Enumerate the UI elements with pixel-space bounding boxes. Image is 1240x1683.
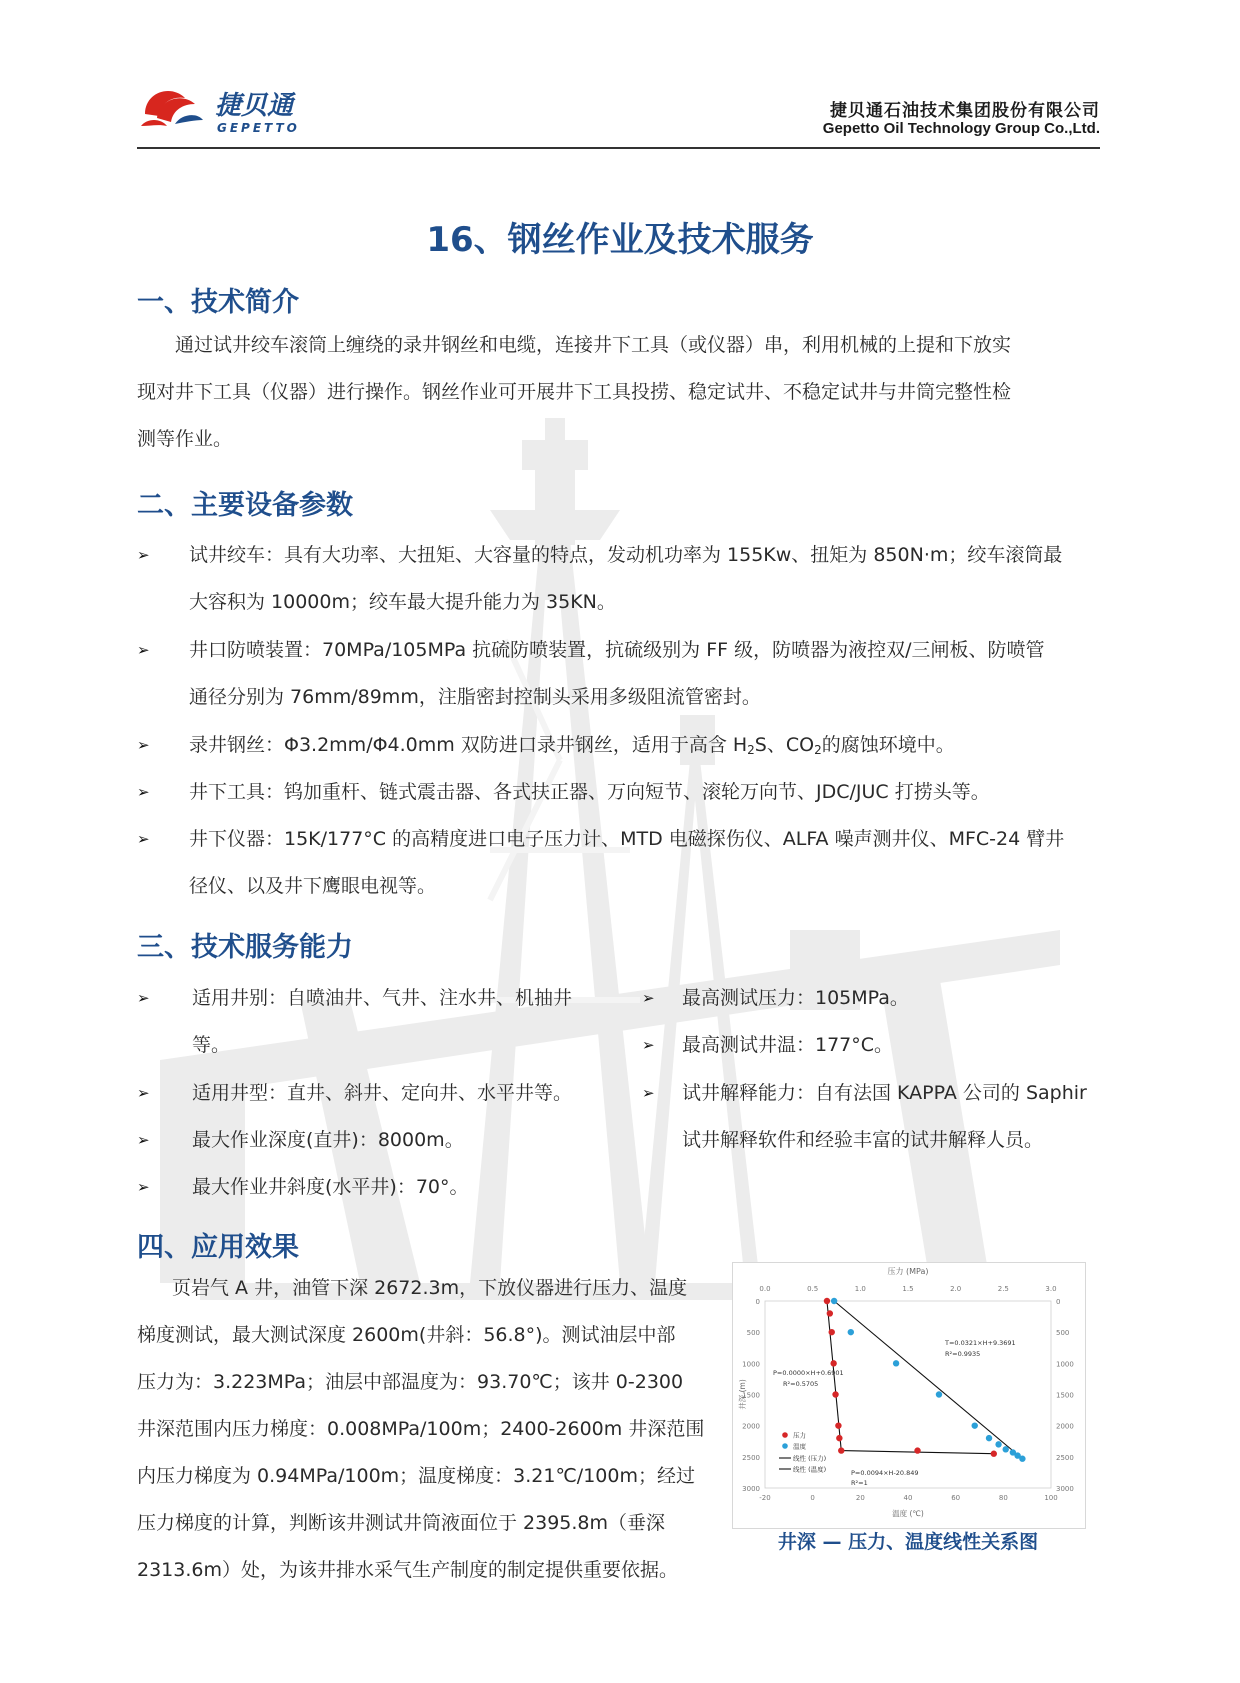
y-right-tick-label: 1500 [1056,1391,1074,1400]
section-4-line: 2313.6m）处，为该井排水采气生产制度的制定提供重要依据。 [137,1559,678,1581]
chart-caption: 井深 — 压力、温度线性关系图 [777,1531,1039,1553]
gepetto-logo [137,78,327,138]
section-2-title: 二、主要设备参数 [137,490,353,521]
legend-pressure-marker [782,1432,788,1438]
section-4-line: 压力梯度的计算，判断该井测试井筒液面位于 2395.8m（垂深 [137,1512,666,1534]
temperature-trend-line [834,1301,1022,1459]
temperature-point [831,1298,837,1304]
annotation-temp-eq: T=0.0321×H+9.3691 [945,1339,1016,1347]
bullet-arrow-icon: ➢ [642,1036,655,1054]
depth-pressure-temperature-chart [733,1263,1085,1528]
x-top-tick-label: 0.5 [807,1285,819,1293]
x-bottom-tick-label: 40 [903,1494,913,1502]
section-4-line: 内压力梯度为 0.94MPa/100m；温度梯度：3.21℃/100m；经过 [137,1465,695,1487]
annotation-pres-r2-1: R²=0.5705 [783,1380,819,1388]
temperature-point [936,1391,942,1397]
section-3-title: 三、技术服务能力 [137,932,353,963]
list-item-line: 井下工具：钨加重杆、链式震击器、各式扶正器、万向短节、滚轮万向节、JDC/JUC 打捞头等。 [189,781,990,803]
legend-temperature-trend-label: 线性 (温度) [793,1465,827,1474]
logo-cn-text: 捷贝通 [215,91,294,121]
y-right-tick-label: 500 [1056,1329,1070,1338]
temperature-point [893,1360,899,1366]
pressure-point [836,1435,842,1441]
annotation-pres-r2-2: R²=1 [851,1479,868,1487]
list-item-line: 适用井别：自喷油井、气井、注水井、机抽井 [192,987,573,1009]
list-item-line: 通径分别为 76mm/89mm，注脂密封控制头采用多级阻流管密封。 [189,686,761,708]
pressure-point [824,1298,830,1304]
y-tick-label: 500 [746,1329,760,1338]
section-4-title: 四、应用效果 [137,1232,299,1263]
company-name-cn: 捷贝通石油技术集团股份有限公司 [830,101,1100,121]
x-bottom-tick-label: 80 [998,1494,1008,1502]
page-title: 16、钢丝作业及技术服务 [426,220,814,260]
section-1-line: 测等作业。 [137,428,233,450]
section-4-line: 井深范围内压力梯度：0.008MPa/100m；2400-2600m 井深范围 [137,1418,705,1440]
x-top-tick-label: 3.0 [1045,1285,1057,1293]
y-tick-label: 1000 [742,1360,760,1369]
y-tick-label: 3000 [742,1485,760,1493]
list-item-line: 井下仪器：15K/177°C 的高精度进口电子压力计、MTD 电磁探伤仪、ALFA 噪声测井仪、MFC-24 臂井 [189,828,1065,850]
list-item-line: 试井解释能力：自有法国 KAPPA 公司的 Saphir [682,1082,1087,1104]
chart-container [732,1262,1086,1529]
x-axis-label: 温度 (℃) [892,1509,924,1518]
x-bottom-tick-label: 0 [810,1494,815,1502]
section-1-body [137,322,1100,463]
bullet-arrow-icon: ➢ [137,830,150,848]
list-item-line: 最大作业深度(直井)：8000m。 [192,1129,464,1151]
temperature-point [972,1422,978,1428]
list-item-line: 等。 [192,1034,231,1056]
bullet-arrow-icon: ➢ [137,546,150,564]
y-right-tick-label: 0 [1056,1298,1061,1306]
legend-pressure-label: 压力 [793,1431,806,1440]
pressure-point [829,1329,835,1335]
list-item-line: 径仪、以及井下鹰眼电视等。 [189,875,437,897]
list-item-line: 录井钢丝：Φ3.2mm/Φ4.0mm 双防进口录井钢丝，适用于高含 $H_2S$、$CO_2$的腐蚀环境中。 [189,734,955,757]
section-4-body [137,1265,727,1594]
x-top-tick-label: 0.0 [759,1285,771,1293]
y-axis-label: 井深 (m) [738,1379,747,1410]
pressure-point [991,1451,997,1457]
bullet-arrow-icon: ➢ [137,1084,150,1102]
list-item-line: 试井解释软件和经验丰富的试井解释人员。 [682,1129,1044,1151]
logo-en-text: GEPETTO [217,121,300,135]
x-top-tick-label: 2.5 [997,1285,1009,1293]
bullet-arrow-icon: ➢ [137,1178,150,1196]
annotation-pres-eq1: P=0.0000×H+0.6901 [773,1369,844,1377]
y-right-tick-label: 2000 [1056,1422,1074,1431]
section-1-line: 现对井下工具（仪器）进行操作。钢丝作业可开展井下工具投捞、稳定试井、不稳定试井与井筒完整性检 [137,381,1012,403]
chart-title: 压力 (MPa) [887,1267,929,1276]
annotation-temp-r2: R²=0.9935 [945,1350,981,1358]
pressure-point [832,1391,838,1397]
x-bottom-tick-label: -20 [759,1494,771,1502]
section-4-line: 梯度测试，最大测试深度 2600m(井斜：56.8°)。测试油层中部 [137,1324,676,1346]
bullet-arrow-icon: ➢ [137,989,150,1007]
bullet-arrow-icon: ➢ [642,989,655,1007]
y-tick-label: 2000 [742,1422,760,1431]
bullet-arrow-icon: ➢ [137,641,150,659]
bullet-arrow-icon: ➢ [137,1131,150,1149]
list-item-line: 最高测试井温：177°C。 [682,1034,894,1056]
bullet-arrow-icon: ➢ [137,783,150,801]
x-top-tick-label: 2.0 [950,1285,962,1293]
list-item-line: 最大作业井斜度(水平井)：70°。 [192,1176,469,1198]
pressure-point [838,1447,844,1453]
bullet-arrow-icon: ➢ [642,1084,655,1102]
header-divider [137,147,1100,149]
pressure-point [835,1422,841,1428]
temperature-point [986,1435,992,1441]
y-right-tick-label: 3000 [1056,1485,1074,1493]
list-item-line: 试井绞车：具有大功率、大扭矩、大容量的特点，发动机功率为 155Kw、扭矩为 850N·m；绞车滚筒最 [189,544,1063,566]
list-item-line: 适用井型：直井、斜井、定向井、水平井等。 [192,1082,573,1104]
y-right-tick-label: 1000 [1056,1360,1074,1369]
section-1-line: 通过试井绞车滚筒上缠绕的录井钢丝和电缆，连接井下工具（或仪器）串，利用机械的上提和下放实 [175,334,1012,356]
y-right-tick-label: 2500 [1056,1453,1074,1462]
y-tick-label: 2500 [742,1453,760,1462]
temperature-point [1003,1446,1009,1452]
pressure-point [827,1310,833,1316]
company-name-en: Gepetto Oil Technology Group Co.,Ltd. [822,120,1100,137]
x-bottom-tick-label: 20 [855,1494,865,1502]
legend-temperature-marker [782,1443,788,1449]
x-bottom-tick-label: 100 [1044,1494,1058,1502]
list-item-line: 井口防喷装置：70MPa/105MPa 抗硫防喷装置，抗硫级别为 FF 级，防喷器为液控双/三闸板、防喷管 [189,639,1045,661]
x-top-tick-label: 1.0 [854,1285,866,1293]
pressure-point [914,1447,920,1453]
temperature-point [848,1329,854,1335]
section-1-title: 一、技术简介 [137,287,299,318]
section-4-line: 压力为：3.223MPa；油层中部温度为：93.70℃；该井 0-2300 [137,1371,684,1393]
y-tick-label: 1500 [742,1391,760,1400]
legend-temperature-label: 温度 [793,1442,806,1451]
annotation-pres-eq2: P=0.0094×H-20.849 [851,1469,919,1477]
list-item-line: 大容积为 10000m；绞车最大提升能力为 35KN。 [189,591,616,613]
legend-pressure-trend-label: 线性 (压力) [793,1454,827,1463]
x-top-tick-label: 1.5 [902,1285,914,1293]
y-tick-label: 0 [755,1298,760,1306]
x-bottom-tick-label: 60 [951,1494,961,1502]
temperature-point [995,1441,1001,1447]
pressure-point [830,1360,836,1366]
temperature-point [1019,1456,1025,1462]
bullet-arrow-icon: ➢ [137,736,150,754]
list-item-line: 最高测试压力：105MPa。 [682,987,909,1009]
section-4-line: 页岩气 A 井，油管下深 2672.3m，下放仪器进行压力、温度 [172,1277,688,1299]
